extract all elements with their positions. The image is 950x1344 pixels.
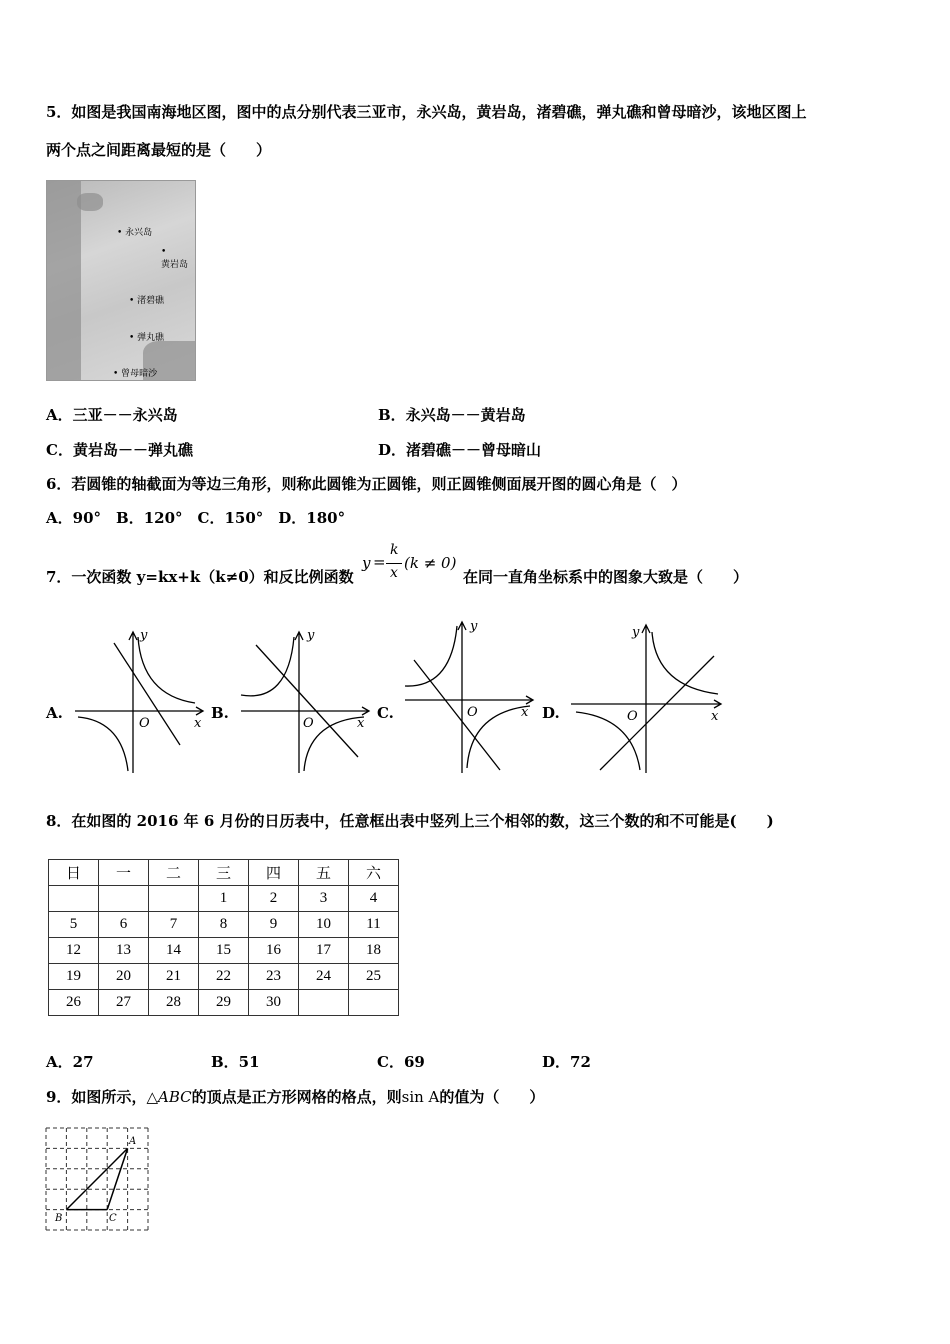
calendar-cell: 21: [149, 964, 199, 990]
q5-text-line2: 两个点之间距离最短的是（ ）: [46, 141, 272, 159]
calendar-cell: [349, 990, 399, 1016]
graph-b-y-label: y: [307, 628, 315, 643]
calendar-cell: [49, 886, 99, 912]
graph-d-y-label: y: [632, 625, 640, 640]
calendar-cell: 24: [299, 964, 349, 990]
graph-a-y-label: y: [140, 628, 148, 643]
q9-text-prefix: 9．如图所示，: [46, 1088, 147, 1106]
q9-vertex-a-label: A: [129, 1136, 137, 1147]
q7-option-label-d: D.: [542, 704, 560, 722]
q7-graph-c: [402, 618, 542, 775]
formula-condition: (k ≠ 0): [404, 554, 457, 572]
calendar-row: [49, 938, 399, 964]
calendar-header-cell: 六: [349, 860, 399, 886]
calendar-cell: 12: [49, 938, 99, 964]
calendar-header-cell: 日: [49, 860, 99, 886]
q9-vertex-b-label: B: [55, 1213, 63, 1224]
map-landmass-west: [47, 181, 81, 380]
calendar-cell: 29: [199, 990, 249, 1016]
q9-vertex-c-label: C: [109, 1213, 117, 1224]
calendar-cell: 10: [299, 912, 349, 938]
graph-b-x-label: x: [357, 716, 365, 731]
q5-option-d: D．渚碧礁－－曾母暗山: [378, 441, 542, 459]
formula-y: y: [362, 554, 371, 572]
formula-equals: =: [373, 553, 386, 571]
q7-text-prefix: 7．一次函数 y=kx+k（k≠0）和反比例函数: [46, 568, 354, 586]
graph-b-origin: O: [303, 716, 314, 731]
calendar-cell: 17: [299, 938, 349, 964]
calendar-header-cell: 五: [299, 860, 349, 886]
formula-numerator: k: [390, 542, 399, 558]
graph-c-x-label: x: [521, 705, 529, 720]
calendar-cell: 28: [149, 990, 199, 1016]
calendar-cell: 8: [199, 912, 249, 938]
formula-fraction-bar: [386, 563, 402, 564]
calendar-cell: 11: [349, 912, 399, 938]
q6-text: 6．若圆锥的轴截面为等边三角形，则称此圆锥为正圆锥，则正圆锥侧面展开图的圆心角是（ ）: [46, 475, 687, 493]
calendar-header-cell: 二: [149, 860, 199, 886]
calendar-cell: 20: [99, 964, 149, 990]
q8-option-a: A．27: [46, 1053, 94, 1071]
south-china-sea-map: [46, 180, 196, 381]
q9-text: [46, 1087, 544, 1107]
q6-options: A．90° B．120° C．150° D．180°: [46, 509, 346, 527]
q7-text-suffix: 在同一直角坐标系中的图象大致是（ ）: [463, 568, 749, 586]
calendar-cell: 15: [199, 938, 249, 964]
calendar-cell: [99, 886, 149, 912]
q9-text-suffix: 的值为（ ）: [439, 1088, 545, 1106]
q8-option-d: D．72: [542, 1053, 591, 1071]
graph-c-origin: O: [467, 705, 478, 720]
map-label-danwan: • 弹丸礁: [129, 333, 165, 343]
formula-denominator: x: [390, 565, 398, 581]
calendar-cell: 2: [249, 886, 299, 912]
calendar-cell: 6: [99, 912, 149, 938]
map-label-yongxing: • 永兴岛: [117, 228, 153, 238]
map-label-huangyan: • 黄岩岛: [161, 247, 189, 270]
calendar-cell: 30: [249, 990, 299, 1016]
calendar-cell: 26: [49, 990, 99, 1016]
map-label-zengmu: • 曾母暗沙: [113, 369, 158, 379]
map-island-hainan: [77, 193, 103, 211]
calendar-cell: 27: [99, 990, 149, 1016]
graph-c-y-label: y: [470, 619, 478, 634]
calendar-cell: 19: [49, 964, 99, 990]
calendar-row: [49, 912, 399, 938]
calendar-cell: 18: [349, 938, 399, 964]
q8-text: 8．在如图的 2016 年 6 月份的日历表中，任意框出表中竖列上三个相邻的数，这三个数的和不可能是( ): [46, 812, 774, 830]
calendar-cell: 1: [199, 886, 249, 912]
q5-option-a: A．三亚－－永兴岛: [46, 406, 178, 424]
june-2016-calendar: [48, 859, 399, 1016]
q7-option-label-b: B.: [211, 704, 229, 722]
calendar-cell: 23: [249, 964, 299, 990]
calendar-cell: [299, 990, 349, 1016]
q7-graph-b: [236, 625, 376, 775]
q7-formula: [360, 542, 464, 588]
q9-triangle-abc: [66, 1148, 127, 1209]
calendar-cell: 25: [349, 964, 399, 990]
calendar-row: [49, 964, 399, 990]
calendar-cell: 4: [349, 886, 399, 912]
calendar-row: [49, 990, 399, 1016]
graph-a-x-label: x: [194, 716, 202, 731]
calendar-cell: [149, 886, 199, 912]
q9-grid-figure: [44, 1126, 152, 1232]
calendar-cell: 7: [149, 912, 199, 938]
q5-option-b: B．永兴岛－－黄岩岛: [378, 406, 526, 424]
calendar-cell: 13: [99, 938, 149, 964]
q5-option-c: C．黄岩岛－－弹丸礁: [46, 441, 193, 459]
calendar-row: [49, 886, 399, 912]
q9-text-middle: 的顶点是正方形网格的格点，则: [191, 1088, 402, 1106]
calendar-cell: 9: [249, 912, 299, 938]
calendar-cell: 14: [149, 938, 199, 964]
q7-option-label-a: A.: [46, 704, 63, 722]
calendar-header-cell: 一: [99, 860, 149, 886]
graph-d-origin: O: [627, 709, 638, 724]
q5-text-line1: 5．如图是我国南海地区图，图中的点分别代表三亚市，永兴岛，黄岩岛，渚碧礁，弹丸礁和曾母暗沙，该地区图上: [46, 103, 807, 121]
calendar-header-row: [49, 860, 399, 886]
q9-triangle: △ABC: [146, 1088, 192, 1106]
calendar-cell: 3: [299, 886, 349, 912]
q7-graph-a: [70, 625, 210, 775]
calendar-cell: 22: [199, 964, 249, 990]
calendar-cell: 16: [249, 938, 299, 964]
graph-d-x-label: x: [711, 709, 719, 724]
graph-a-origin: O: [139, 716, 150, 731]
calendar-header-cell: 四: [249, 860, 299, 886]
map-label-zhubi: • 渚碧礁: [129, 296, 165, 306]
q9-sin-a: sin A: [401, 1088, 440, 1106]
calendar-cell: 5: [49, 912, 99, 938]
q8-option-b: B．51: [211, 1053, 260, 1071]
q7-graph-d: [568, 620, 728, 775]
calendar-header-cell: 三: [199, 860, 249, 886]
q8-option-c: C．69: [377, 1053, 425, 1071]
q7-option-label-c: C.: [377, 704, 394, 722]
